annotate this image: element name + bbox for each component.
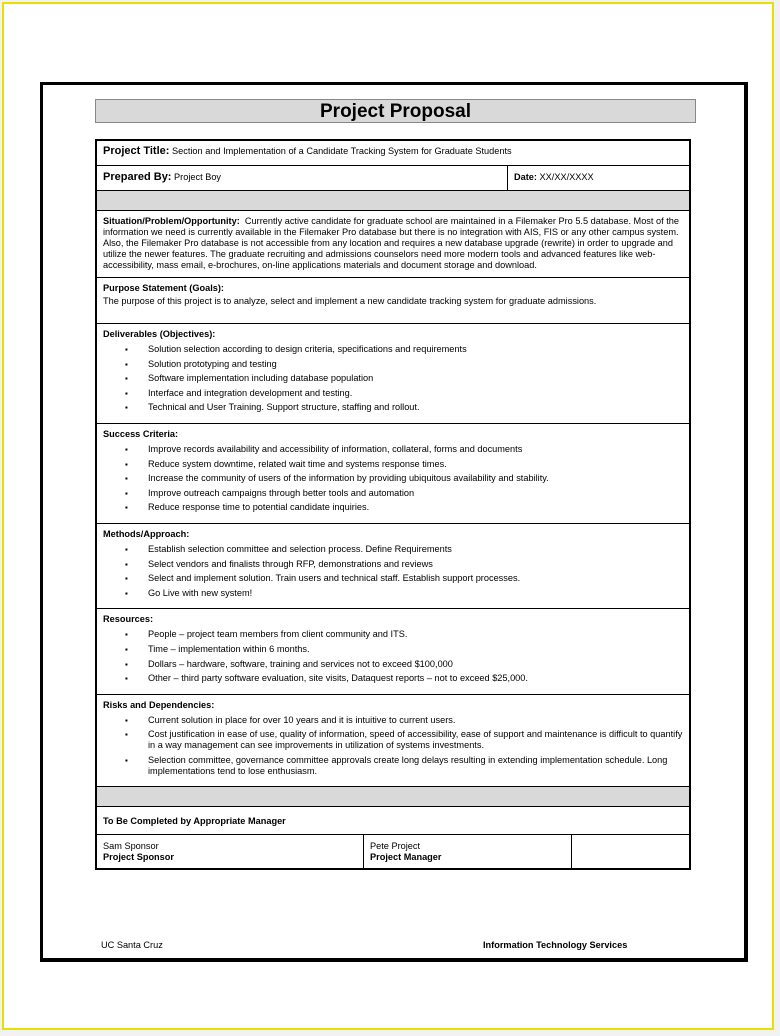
footer-dept: Information Technology Services [483, 940, 628, 950]
empty-signature-cell [572, 835, 689, 868]
purpose-section [97, 278, 689, 324]
risks-label: Risks and Dependencies: [103, 699, 215, 710]
deliverables-list [103, 344, 683, 413]
list-item: ▪ Current solution in place for over 10 years and it is intuitive to current users. [125, 714, 456, 725]
list-item: ▪ Reduce response time to potential candidate inquiries. [125, 502, 370, 513]
list-item: ▪ People – project team members from client community and ITS. [125, 629, 408, 640]
deliverables-label: Deliverables (Objectives): [103, 329, 216, 339]
manager-heading: To Be Completed by Appropriate Manager [97, 807, 689, 835]
list-item: ▪ Establish selection committee and selection process. Define Requirements [125, 543, 452, 554]
list-item: ▪ Dollars – hardware, software, training and services not to exceed $100,000 [125, 658, 453, 669]
list-item: ▪ Select and implement solution. Train users and technical staff. Establish support processes. [125, 573, 521, 584]
footer-org: UC Santa Cruz [101, 940, 163, 950]
manager-role: Project Manager [370, 852, 442, 863]
risks-section [97, 695, 689, 788]
list-item: ▪ Solution selection according to design criteria, specifications and requirements [125, 344, 467, 354]
date-label: Date: [514, 172, 537, 182]
document-title: Project Proposal [95, 99, 696, 123]
signature-row [97, 835, 689, 868]
methods-section [97, 524, 689, 609]
success-label: Success Criteria: [103, 428, 179, 439]
list-item: ▪ Interface and integration development and testing. [125, 387, 353, 398]
proposal-form [95, 139, 691, 870]
prepared-by-cell [97, 166, 508, 190]
list-item: ▪ Reduce system downtime, related wait time and systems response times. [125, 458, 447, 469]
methods-label: Methods/Approach: [103, 528, 190, 539]
success-section [97, 424, 689, 524]
sponsor-signature-cell [97, 835, 364, 868]
manager-signature-cell [364, 835, 572, 868]
prepared-by-label: Prepared By: [103, 171, 172, 183]
shaded-divider [97, 191, 689, 211]
shaded-divider [97, 787, 689, 807]
list-item: ▪ Increase the community of users of the information by providing ubiquitous availability and stability. [125, 473, 549, 484]
list-item: ▪ Go Live with new system! [125, 587, 253, 598]
purpose-label: Purpose Statement (Goals): [103, 283, 224, 293]
list-item: ▪ Technical and User Training. Support structure, staffing and rollout. [125, 402, 420, 413]
project-title-value: Section and Implementation of a Candidate Tracking System for Graduate Students [172, 146, 512, 156]
list-item: ▪ Selection committee, governance committee approvals create long delays resulting in extending implementation schedule. Long implementations tend to lose enthusiasm. [125, 754, 668, 776]
page-frame [2, 2, 774, 1030]
situation-section [97, 211, 689, 278]
sponsor-role: Project Sponsor [103, 852, 174, 863]
sponsor-name: Sam Sponsor [103, 841, 159, 852]
success-list [103, 444, 683, 513]
resources-section [97, 609, 689, 694]
situation-label: Situation/Problem/Opportunity: [103, 216, 240, 226]
list-item: ▪ Improve outreach campaigns through better tools and automation [125, 487, 415, 498]
project-title-row [97, 141, 689, 166]
project-title-label: Project Title: [103, 145, 170, 157]
resources-label: Resources: [103, 614, 154, 625]
purpose-text: The purpose of this project is to analyze, select and implement a new candidate tracking system for graduate admissions. [103, 296, 597, 306]
date-value: XX/XX/XXXX [539, 172, 594, 182]
resources-list [103, 629, 683, 684]
document-sheet [40, 82, 748, 962]
deliverables-section [97, 324, 689, 424]
methods-list [103, 544, 683, 599]
list-item: ▪ Software implementation including database population [125, 373, 374, 384]
manager-name: Pete Project [370, 841, 421, 852]
prepared-by-value: Project Boy [174, 172, 222, 182]
prepared-by-row [97, 166, 689, 191]
situation-text: Currently active candidate for graduate school are maintained in a Filemaker Pro 5.5 database. Most of the information we need is currently available in the Filemaker Pro database but there is no integration with AIS, FIS or any other campus system. Also, the Filemaker Pro database is not accessible from any location and requires a new database upgrade (rewrite) in order to upgrade and utilize the newer features. The graduate recruiting and admissions counselors need more modern tools and advanced features like web-accessibility, mass email, e-brochures, on-line applications materials and document storage and download. [103, 216, 679, 270]
list-item: ▪ Improve records availability and accessibility of information, collateral, forms and documents [125, 443, 523, 454]
list-item: ▪ Time – implementation within 6 months. [125, 643, 310, 654]
risks-list [103, 715, 683, 777]
list-item: ▪ Select vendors and finalists through RFP, demonstrations and reviews [125, 558, 433, 569]
list-item: ▪ Other – third party software evaluation, site visits, Dataquest reports – not to exceed $25,000. [125, 673, 528, 684]
list-item: ▪ Cost justification in ease of use, quality of information, speed of accessibility, ease of support and maintenance is difficult to quantify in a way management can see improvements in utilization of systems investments. [125, 729, 683, 751]
date-cell [508, 166, 689, 190]
list-item: ▪ Solution prototyping and testing [125, 358, 277, 369]
